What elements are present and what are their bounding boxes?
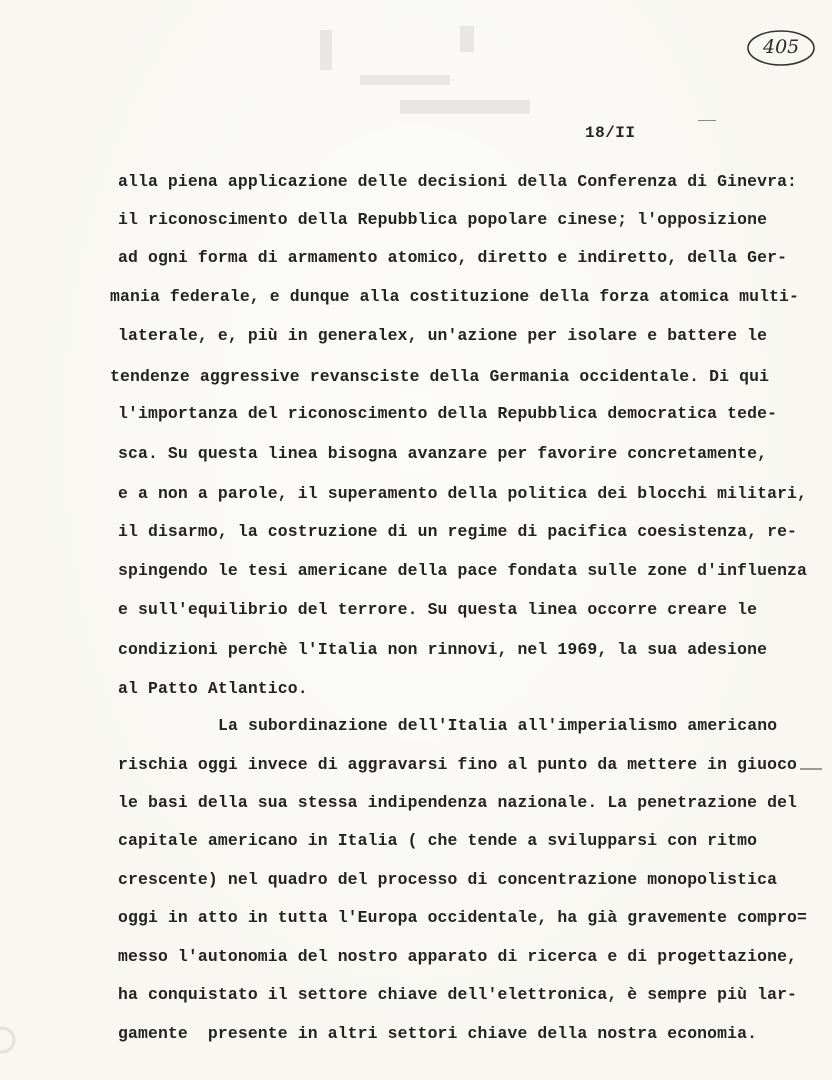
page-number-dash [698,120,716,121]
text-line: l'importanza del riconoscimento della Repubblica democratica tede- [118,404,778,423]
text-line: le basi della sua stessa indipendenza nazionale. La penetrazione del [118,793,798,812]
text-line: oggi in atto in tutta l'Europa occidentale, ha già gravemente compro= [118,908,808,927]
text-line: mania federale, e dunque alla costituzione della forza atomica multi- [110,287,800,306]
text-line: alla piena applicazione delle decisioni della Conferenza di Ginevra: [118,172,798,191]
text-line: spingendo le tesi americane della pace fondata sulle zone d'influenza [118,561,808,580]
text-line: sca. Su questa linea bisogna avanzare per favorire concretamente, [118,444,768,463]
text-line: il riconoscimento della Repubblica popolare cinese; l'opposizione [118,210,768,229]
archive-number-stamp [745,28,817,68]
text-line: La subordinazione dell'Italia all'imperialismo americano [218,716,778,735]
text-line: ad ogni forma di armamento atomico, diretto e indiretto, della Ger- [118,248,788,267]
binding-edge-mark [0,1020,20,1060]
text-line: tendenze aggressive revansciste della Germania occidentale. Di qui [110,367,770,386]
text-line: il disarmo, la costruzione di un regime di pacifica coesistenza, re- [118,522,798,541]
text-line: al Patto Atlantico. [118,679,308,698]
text-line: e a non a parole, il superamento della politica dei blocchi militari, [118,484,808,503]
text-line: messo l'autonomia del nostro apparato di ricerca e di progettazione, [118,947,798,966]
text-line: e sull'equilibrio del terrore. Su questa linea occorre creare le [118,600,758,619]
show-through-ghost [300,20,600,130]
text-line: rischia oggi invece di aggravarsi fino al punto da mettere in giuoco [118,755,798,774]
text-line: laterale, e, più in generalex, un'azione per isolare e battere le [118,326,768,345]
text-line: crescente) nel quadro del processo di concentrazione monopolistica [118,870,778,889]
stamp-number: 405 [763,36,800,58]
margin-mark [800,768,822,770]
page-number: 18/II [585,124,636,142]
text-line: gamente presente in altri settori chiave della nostra economia. [118,1024,758,1043]
text-line: capitale americano in Italia ( che tende a svilupparsi con ritmo [118,831,758,850]
text-line: ha conquistato il settore chiave dell'elettronica, è sempre più lar- [118,985,798,1004]
text-line: condizioni perchè l'Italia non rinnovi, nel 1969, la sua adesione [118,640,768,659]
